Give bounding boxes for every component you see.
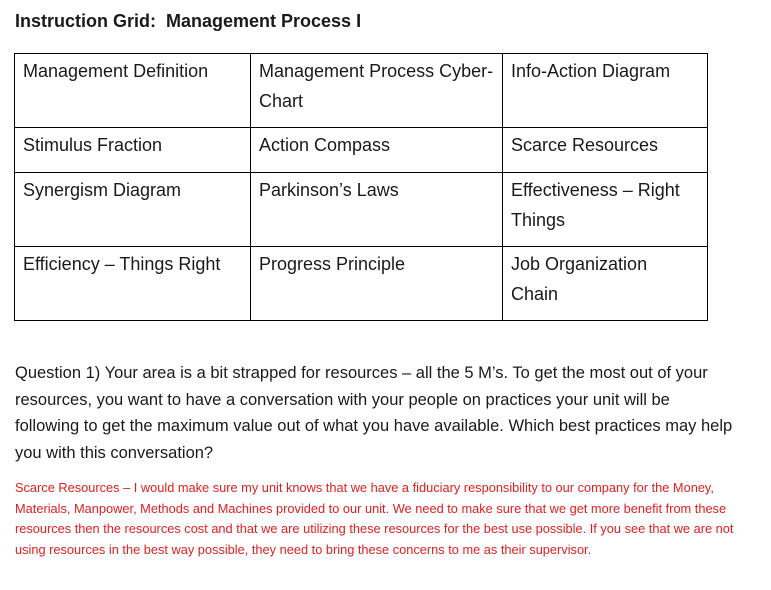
- grid-cell: Stimulus Fraction: [15, 128, 251, 173]
- instruction-grid: [14, 53, 708, 321]
- answer-text: Scarce Resources – I would make sure my unit knows that we have a fiduciary responsibility to our company for the Money, Materials, Manpower, Methods and Machines provided to our unit. We need to make sure that we get more benefit from these resources then the resources cost and that we are utilizing these resources for the best use possible. If you see that we are not using resources in the best way possible, they need to bring these concerns to me as their supervisor.: [15, 480, 734, 558]
- grid-row: [15, 54, 708, 128]
- grid-cell: Progress Principle: [251, 247, 503, 321]
- grid-cell: Efficiency – Things Right: [15, 247, 251, 321]
- grid-cell: Effectiveness – Right Things: [503, 173, 708, 247]
- grid-row: [15, 173, 708, 247]
- grid-cell: Job Organization Chain: [503, 247, 708, 321]
- grid-cell: Info-Action Diagram: [503, 54, 708, 128]
- grid-cell: Action Compass: [251, 128, 503, 173]
- grid-cell: Management Definition: [15, 54, 251, 128]
- grid-cell: Management Process Cyber-Chart: [251, 54, 503, 128]
- page-title: Instruction Grid: Management Process I: [15, 11, 362, 31]
- grid-cell: Parkinson’s Laws: [251, 173, 503, 247]
- grid-row: [15, 128, 708, 173]
- grid-row: [15, 247, 708, 321]
- grid-cell: Scarce Resources: [503, 128, 708, 173]
- grid-cell: Synergism Diagram: [15, 173, 251, 247]
- question-text: Question 1) Your area is a bit strapped for resources – all the 5 M’s. To get the most out of your resources, you want to have a conversation with your people on practices your unit will be following to get the maximum value out of what you have available. Which best practices may help you with this conversation?: [15, 364, 733, 462]
